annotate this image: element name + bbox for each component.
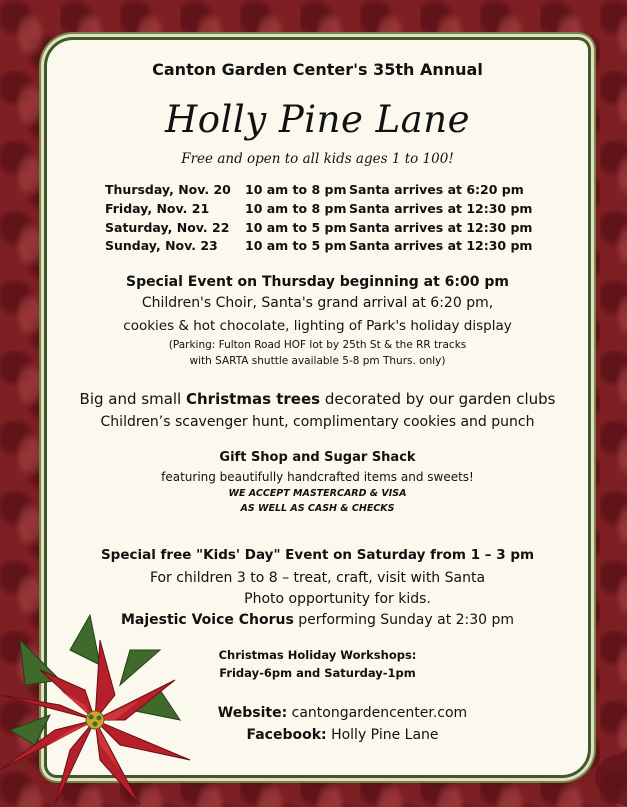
schedule-day: Thursday, Nov. 20: [105, 182, 231, 197]
gift-shop-heading: Gift Shop and Sugar Shack: [219, 450, 416, 465]
event-title: Holly Pine Lane: [165, 98, 470, 141]
facebook-link[interactable]: Holly Pine Lane: [331, 727, 439, 743]
schedule-santa: Santa arrives at 6:20 pm: [349, 182, 524, 197]
schedule-day: Saturday, Nov. 22: [105, 219, 230, 235]
website-link[interactable]: cantongardencenter.com: [291, 705, 468, 721]
workshops-heading: Christmas Holiday Workshops:: [218, 648, 417, 662]
schedule-hours: 10 am to 5 pm: [245, 219, 347, 235]
event-subtitle: Free and open to all kids ages 1 to 100!: [181, 151, 454, 167]
payment-line2: AS WELL AS CASH & CHECKS: [240, 503, 395, 514]
workshops-times: Friday-6pm and Saturday-1pm: [219, 666, 416, 680]
schedule-row: [105, 219, 532, 238]
pretitle: Canton Garden Center's 35th Annual: [152, 60, 483, 79]
schedule-row: [105, 200, 532, 219]
kids-day-line2: Photo opportunity for kids.: [244, 591, 431, 607]
schedule-santa: Santa arrives at 12:30 pm: [349, 238, 533, 254]
trees-post: decorated by our garden clubs: [320, 390, 556, 408]
schedule-day: Friday, Nov. 21: [105, 200, 210, 216]
schedule-hours: 10 am to 5 pm: [245, 238, 347, 254]
parking-line2: with SARTA shuttle available 5-8 pm Thurs. only): [189, 355, 446, 367]
trees-line: [47, 390, 588, 408]
facebook-label: Facebook:: [246, 727, 327, 743]
poinsettia-decoration: [0, 610, 200, 807]
payment-line1: WE ACCEPT MASTERCARD & VISA: [228, 488, 407, 499]
schedule-row: [105, 181, 532, 200]
parking-line1: (Parking: Fulton Road HOF lot by 25th St & the RR tracks: [168, 339, 467, 351]
schedule-santa: Santa arrives at 12:30 pm: [349, 219, 533, 235]
kids-day-line1: For children 3 to 8 – treat, craft, visit with Santa: [149, 570, 486, 586]
website-label: Website:: [217, 705, 288, 721]
trees-pre: Big and small: [79, 390, 186, 408]
chorus-bold: Majestic Voice Chorus: [120, 612, 294, 628]
schedule-table: [105, 181, 532, 256]
schedule-row: [105, 237, 532, 256]
schedule-day: Sunday, Nov. 23: [105, 238, 218, 254]
schedule-hours: 10 am to 8 pm: [245, 200, 347, 216]
kids-day-heading: Special free "Kids' Day" Event on Saturday from 1 – 3 pm: [100, 547, 535, 563]
activities-line: Children’s scavenger hunt, complimentary cookies and punch: [100, 414, 535, 430]
schedule-hours: 10 am to 8 pm: [245, 182, 347, 197]
gift-shop-line1: featuring beautifully handcrafted items and sweets!: [161, 470, 474, 484]
special-event-line2: cookies & hot chocolate, lighting of Park's holiday display: [123, 318, 512, 334]
trees-bold: Christmas trees: [186, 390, 321, 408]
special-event-heading: Special Event on Thursday beginning at 6:00 pm: [125, 274, 509, 290]
special-event-line1: Children's Choir, Santa's grand arrival at 6:20 pm,: [141, 295, 494, 311]
chorus-rest: performing Sunday at 2:30 pm: [293, 612, 515, 628]
schedule-santa: Santa arrives at 12:30 pm: [349, 200, 533, 216]
